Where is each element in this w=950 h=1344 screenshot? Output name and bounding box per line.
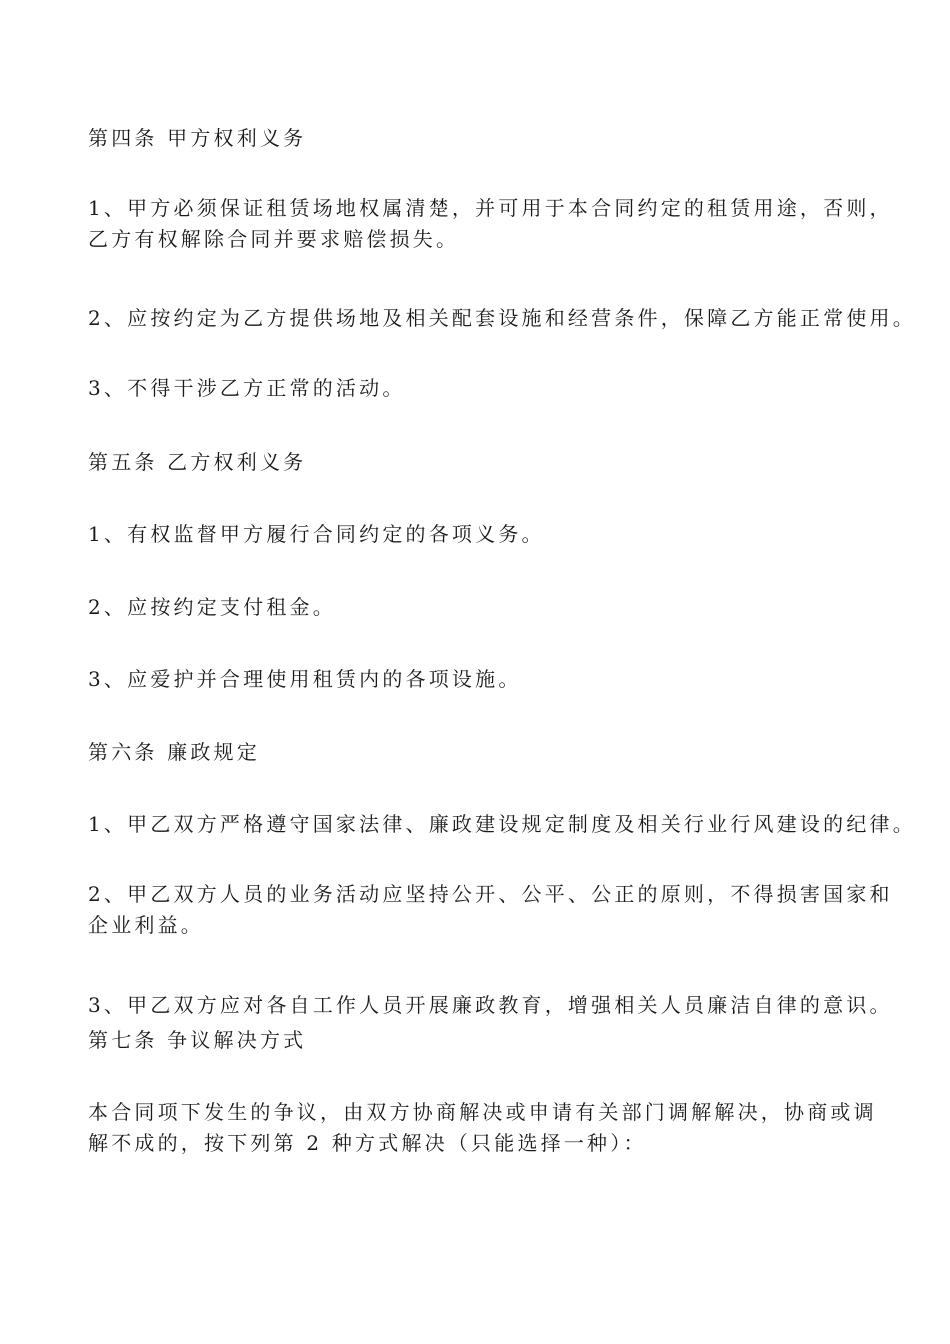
article-5-item-1 [88,519,878,550]
paragraph-line: 2、甲乙双方人员的业务活动应坚持公开、公平、公正的原则，不得损害国家和 [88,882,893,906]
article-5-item-3 [88,664,878,695]
article-7-heading [88,1025,878,1056]
article-4-item-3 [88,373,878,404]
paragraph-line: 3、应爱护并合理使用租赁内的各项设施。 [88,667,522,691]
article-4-item-2 [88,303,916,334]
paragraph-line: 1、有权监督甲方履行合同约定的各项义务。 [88,522,545,546]
article-6-item-2 [88,879,893,941]
paragraph-line: 2、应按约定支付租金。 [88,595,336,619]
paragraph-line: 3、不得干涉乙方正常的活动。 [88,376,406,400]
article-6-heading [88,737,878,768]
paragraph-line: 1、甲乙双方严格遵守国家法律、廉政建设规定制度及相关行业行风建设的纪律。 [88,812,916,836]
paragraph-line: 1、甲方必须保证租赁场地权属清楚，并可用于本合同约定的租赁用途，否则， [88,196,893,220]
article-7-body [88,1097,878,1159]
heading-text: 第六条 廉政规定 [88,740,260,764]
paragraph-line: 解不成的，按下列第 2 种方式解决（只能选择一种）： [88,1131,647,1155]
paragraph-line: 本合同项下发生的争议，由双方协商解决或申请有关部门调解解决，协商或调 [88,1100,877,1124]
heading-text: 第七条 争议解决方式 [88,1028,307,1052]
article-6-item-3 [88,990,893,1021]
paragraph-line: 企业利益。 [88,913,204,937]
article-5-heading [88,447,878,478]
article-4-item-1 [88,193,893,255]
heading-text: 第四条 甲方权利义务 [88,126,307,150]
paragraph-line: 乙方有权解除合同并要求赔偿损失。 [88,227,460,251]
paragraph-line: 3、甲乙双方应对各自工作人员开展廉政教育，增强相关人员廉洁自律的意识。 [88,993,893,1017]
article-5-item-2 [88,592,878,623]
article-4-heading [88,123,878,154]
paragraph-line: 2、应按约定为乙方提供场地及相关配套设施和经营条件，保障乙方能正常使用。 [88,306,916,330]
heading-text: 第五条 乙方权利义务 [88,450,307,474]
article-6-item-1 [88,809,916,840]
